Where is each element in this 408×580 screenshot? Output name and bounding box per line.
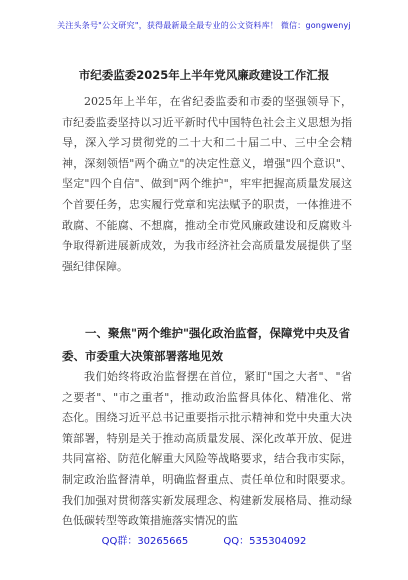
section-heading-1: 一、聚焦"两个维护"强化政治监督，保障党中央及省委、市委重大决策部署落地见效: [62, 326, 350, 363]
footer-qq-number: QQ：535304092: [223, 536, 307, 547]
footer-contact: [0, 532, 408, 547]
body-paragraph-political-supervision: 我们始终将政治监督摆在首位，紧盯"国之大者"、"省之要者"、"市之重者"，推动政治监督具体化、精准化、常态化。围绕习近平总书记重要指示批示精神和党中央重大决策部署，特别是关于推动高质量发展、深化改革开放、促进共同富裕、防范化解重大风险等战略要求，结合我市实际，制定政治监督清单，明确监督重点、责任单位和时限要求。我们加强对贯彻落实新发展理念、构建新发展格局、推动绿色低碳转型等政策措施落实情况的监: [62, 370, 352, 528]
document-title: 市纪委监委2025年上半年党风廉政建设工作汇报: [78, 68, 330, 82]
footer-qq-group: QQ群：30265665: [101, 536, 189, 547]
body-paragraph-intro: 2025年上半年，在省纪委监委和市委的坚强领导下，市纪委监委坚持以习近平新时代中国特色社会主义思想为指导，深入学习贯彻党的二十大和二十届二中、三中全会精神，深刻领悟"两个确立"的决定性意义，增强"四个意识"、坚定"四个自信"、做到"两个维护"，牢牢把握高质量发展这个首要任务，忠实履行党章和宪法赋予的职责，一体推进不敢腐、不能腐、不想腐，推动全市党风廉政建设和反腐败斗争取得新进展新成效，为我市经济社会高质量发展提供了坚强纪律保障。: [62, 95, 352, 273]
header-promo-note: 关注头条号"公文研究"，获得最新最全最专业的公文资料库！ 微信：gongwenyj: [57, 21, 351, 30]
